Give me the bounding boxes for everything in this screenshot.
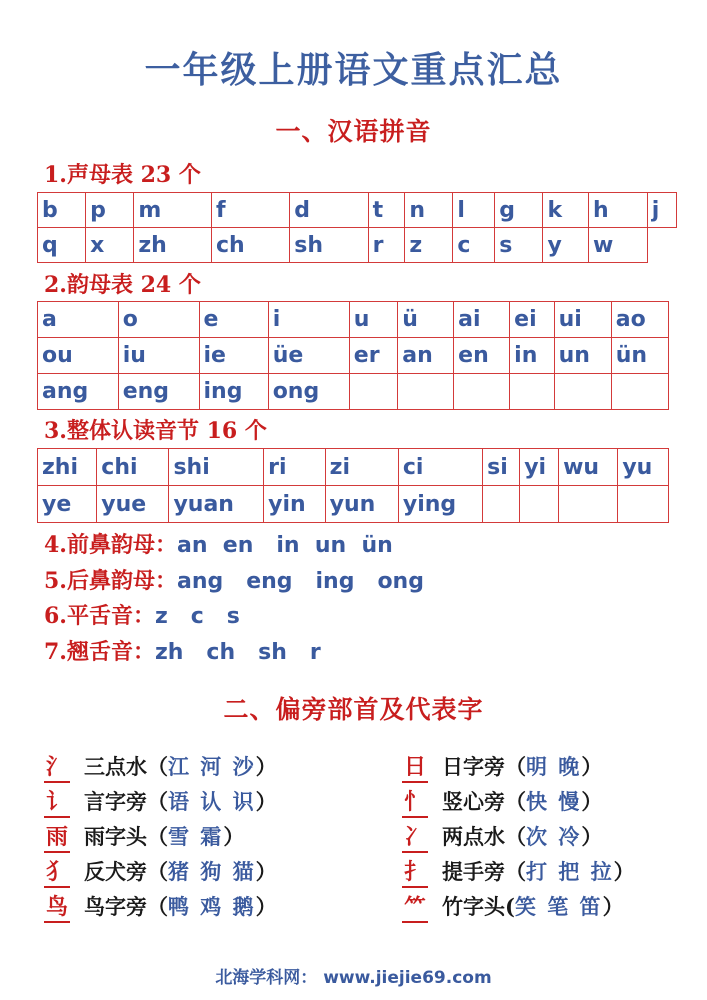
pinyin-cell [611,374,668,410]
open-paren: （ [147,754,168,779]
pinyin-cell: yu [618,449,669,486]
radical-name: 日字旁 [442,754,505,779]
radical-name: 反犬旁 [84,859,147,884]
pinyin-cell: shi [169,449,264,486]
radical-examples: 快 慢 [526,789,582,814]
table-row [38,449,669,486]
table-row [38,374,669,410]
close-paren: ） [223,824,245,849]
section-title-radicals: 二、偏旁部首及代表字 [223,695,484,724]
radical-name: 两点水 [442,824,505,849]
open-paren: （ [505,754,526,779]
pinyin-cell: l [453,193,495,228]
pinyin-cell: y [543,228,589,263]
radical-glyph: 忄 [402,788,428,818]
radical-examples: 鸭 鸡 鹅 [168,894,256,919]
radical-glyph: 冫 [402,823,428,853]
table-row [38,338,669,374]
radical-name: 鸟字旁 [84,894,147,919]
radical-entry [442,858,635,886]
pinyin-cell [398,374,454,410]
radical-entry [84,893,277,921]
open-paren: （ [505,789,526,814]
pinyin-cell: un [554,338,611,374]
pinyin-cell: iu [118,338,199,374]
close-paren: ） [255,789,277,814]
flat-tongue-line: 6.平舌音：z c s [44,603,240,629]
pinyin-cell: ang [38,374,119,410]
radical-name: 竖心旁 [442,789,505,814]
pinyin-cell: üe [268,338,349,374]
pinyin-cell: z [405,228,453,263]
pinyin-cell: i [268,302,349,338]
radical-examples: 江 河 沙 [168,754,256,779]
pinyin-cell: r [368,228,405,263]
open-paren: （ [147,894,168,919]
open-paren: ( [505,894,515,919]
radical-name: 雨字头 [84,824,147,849]
open-paren: （ [147,789,168,814]
open-paren: （ [505,859,526,884]
pinyin-cell: ao [611,302,668,338]
section-title-pinyin: 一、汉语拼音 [275,117,432,146]
pinyin-cell: o [118,302,199,338]
radical-name: 竹字头 [442,894,505,919]
table-row [38,193,677,228]
footer-source: 北海学科网： www.jiejie69.com [215,968,492,988]
pinyin-cell: si [483,449,520,486]
radical-glyph: 日 [402,753,428,783]
close-paren: ） [613,859,635,884]
open-paren: （ [147,859,168,884]
pinyin-cell: u [349,302,397,338]
radical-entry [442,823,602,851]
pinyin-cell: en [454,338,510,374]
close-paren: ） [255,894,277,919]
pinyin-cell: ou [38,338,119,374]
radical-item [44,823,374,855]
radical-glyph: 雨 [44,823,70,853]
close-paren: ） [255,859,277,884]
page-title: 一年级上册语文重点汇总 [144,49,563,91]
radical-glyph: 鸟 [44,893,70,923]
pinyin-cell: ai [454,302,510,338]
radical-entry [84,823,244,851]
radical-entry [84,753,277,781]
radical-examples: 明 晚 [526,754,582,779]
pinyin-cell: c [453,228,495,263]
pinyin-cell: h [589,193,648,228]
pinyin-cell: f [212,193,290,228]
table-row [38,228,677,263]
pinyin-cell: q [38,228,86,263]
retroflex-line: 7.翘舌音：zh ch sh r [44,639,321,665]
pinyin-cell: zhi [38,449,97,486]
radical-examples: 猪 狗 猫 [168,859,256,884]
pinyin-cell: in [510,338,554,374]
pinyin-cell [554,374,611,410]
pinyin-cell: ü [398,302,454,338]
whole-syllables-heading: 3.整体认读音节 16 个 [44,418,267,444]
radical-item [402,788,707,820]
table-row [38,302,669,338]
close-paren: ） [255,754,277,779]
radical-glyph: 氵 [44,753,70,783]
pinyin-cell: er [349,338,397,374]
pinyin-cell: ing [199,374,268,410]
pinyin-cell: an [398,338,454,374]
pinyin-cell: chi [97,449,169,486]
radical-item [44,893,374,925]
pinyin-cell: yuan [169,486,264,523]
pinyin-cell: t [368,193,405,228]
back-nasal-line: 5.后鼻韵母：ang eng ing ong [44,568,424,594]
pinyin-cell: j [647,193,676,228]
radical-entry [84,858,277,886]
radical-entry [442,893,624,921]
pinyin-cell: w [589,228,648,263]
pinyin-cell: n [405,193,453,228]
pinyin-cell: g [495,193,543,228]
radical-glyph: 扌 [402,858,428,888]
radical-item [44,858,374,890]
pinyin-cell [510,374,554,410]
radical-examples: 雪 霜 [168,824,224,849]
pinyin-cell: ei [510,302,554,338]
radical-examples: 笑 笔 笛 [514,894,603,919]
pinyin-cell: ün [611,338,668,374]
radical-entry [84,788,277,816]
pinyin-cell: ui [554,302,611,338]
open-paren: （ [505,824,526,849]
radical-item [402,858,707,890]
radical-item [44,788,374,820]
initials-heading: 1.声母表 23 个 [44,162,201,188]
radical-item [402,893,707,925]
radical-examples: 次 冷 [526,824,582,849]
finals-heading: 2.韵母表 24 个 [44,272,201,298]
pinyin-cell: ch [212,228,290,263]
pinyin-cell [454,374,510,410]
pinyin-cell: ie [199,338,268,374]
pinyin-cell: s [495,228,543,263]
pinyin-cell: p [86,193,134,228]
radical-glyph: ⺮ [402,893,428,923]
radical-name: 三点水 [84,754,147,779]
radical-name: 提手旁 [442,859,505,884]
pinyin-cell: eng [118,374,199,410]
radical-name: 言字旁 [84,789,147,814]
pinyin-cell: d [290,193,368,228]
pinyin-cell: x [86,228,134,263]
radical-entry [442,753,602,781]
pinyin-cell: yun [325,486,398,523]
pinyin-cell [349,374,397,410]
radical-glyph: 犭 [44,858,70,888]
pinyin-cell: ri [264,449,326,486]
whole-syllables-table [37,448,669,523]
close-paren: ） [581,789,603,814]
pinyin-cell: m [134,193,212,228]
close-paren: ） [602,894,624,919]
radical-examples: 打 把 拉 [526,859,614,884]
open-paren: （ [147,824,168,849]
radical-item [402,823,707,855]
pinyin-cell: ci [398,449,482,486]
pinyin-cell: yue [97,486,169,523]
table-row [38,486,669,523]
radical-item [44,753,374,785]
pinyin-cell: a [38,302,119,338]
pinyin-cell: ong [268,374,349,410]
pinyin-cell: zh [134,228,212,263]
radical-item [402,753,707,785]
finals-table [37,301,669,410]
pinyin-cell: zi [325,449,398,486]
close-paren: ） [581,754,603,779]
pinyin-cell: yi [520,449,559,486]
pinyin-cell [483,486,520,523]
pinyin-cell [520,486,559,523]
pinyin-cell: e [199,302,268,338]
pinyin-cell: yin [264,486,326,523]
pinyin-cell: k [543,193,589,228]
pinyin-cell [618,486,669,523]
radical-glyph: 讠 [44,788,70,818]
radical-entry [442,788,602,816]
pinyin-cell [559,486,618,523]
close-paren: ） [581,824,603,849]
pinyin-cell: sh [290,228,368,263]
pinyin-cell: ying [398,486,482,523]
initials-table [37,192,677,263]
front-nasal-line: 4.前鼻韵母：an en in un ün [44,532,393,558]
radical-examples: 语 认 识 [168,789,256,814]
pinyin-cell: wu [559,449,618,486]
pinyin-cell: ye [38,486,97,523]
pinyin-cell: b [38,193,86,228]
